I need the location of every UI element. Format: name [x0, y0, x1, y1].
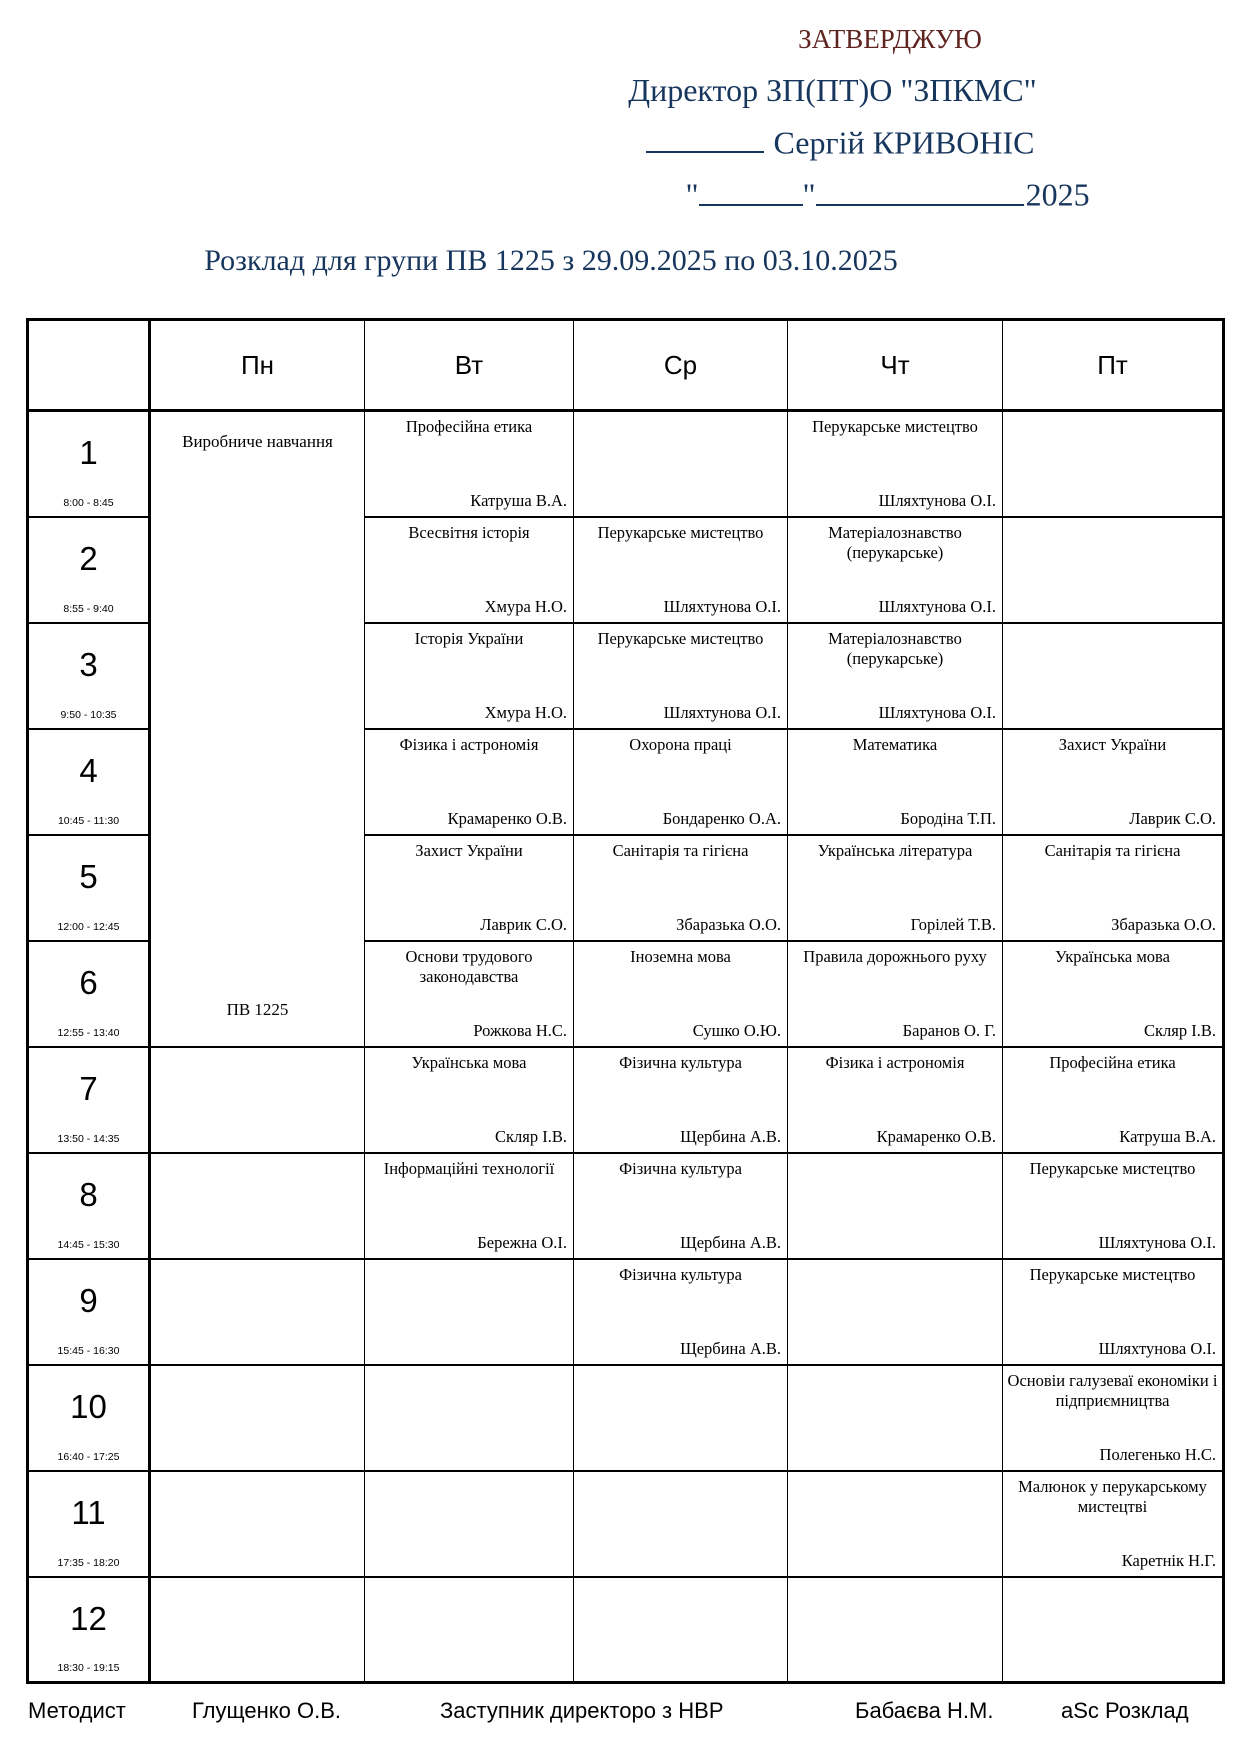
lesson-subject: Професійна етика [405, 417, 533, 436]
lesson-teacher: Горілей Т.В. [910, 914, 996, 934]
period-time: 13:50 - 14:35 [57, 1132, 120, 1145]
lesson-subject: Математика [852, 734, 938, 754]
lesson-subject: Історія України [414, 628, 524, 648]
lesson-cell [788, 411, 1003, 517]
lesson-subject: Матеріалознавство (перукарське) [828, 522, 962, 562]
period-time: 17:35 - 18:20 [57, 1556, 120, 1569]
header-row [28, 320, 1224, 411]
lesson-cell [788, 1577, 1003, 1683]
lesson-cell [150, 1577, 365, 1683]
period-cell [28, 517, 150, 623]
footer-deputy-name: Бабаєва Н.М. [855, 1698, 994, 1723]
lesson-cell [365, 411, 574, 517]
lesson-cell [788, 941, 1003, 1047]
lesson-cell [365, 517, 574, 623]
lesson-teacher: Полегенько Н.С. [1099, 1444, 1216, 1464]
lesson-teacher: Шляхтунова О.І. [878, 596, 996, 616]
lesson-cell [1003, 729, 1224, 835]
lesson-teacher: Лаврик С.О. [480, 914, 567, 934]
period-cell [28, 729, 150, 835]
period-cell [28, 1259, 150, 1365]
period-time: 12:55 - 13:40 [57, 1026, 120, 1039]
lesson-subject [1003, 412, 1222, 417]
lesson-subject [788, 1578, 1002, 1583]
lesson-subject: Українська мова [1055, 946, 1170, 966]
lesson-cell [574, 1153, 788, 1259]
period-number: 7 [79, 1069, 98, 1107]
lesson-subject: Перукарське мистецтво [1029, 1264, 1196, 1284]
footer-deputy-label: Заступник директоро з НВР [440, 1698, 724, 1723]
lesson-subject [574, 1472, 787, 1477]
lesson-cell [1003, 1153, 1224, 1259]
lesson-subject: Основи трудового законодавства [405, 946, 533, 986]
lesson-cell [788, 1047, 1003, 1153]
lesson-cell [574, 729, 788, 835]
period-time: 14:45 - 15:30 [57, 1238, 120, 1251]
lesson-teacher: Шляхтунова О.І. [663, 702, 781, 722]
lesson-teacher: Шляхтунова О.І. [1098, 1338, 1216, 1358]
lesson-subject: Перукарське мистецтво [597, 628, 764, 648]
lesson-subject [788, 1472, 1002, 1477]
lesson-subject [1003, 1578, 1222, 1583]
lesson-cell [1003, 1471, 1224, 1577]
monday-practice-cell [150, 411, 365, 1047]
lesson-teacher: Щербина А.В. [680, 1232, 781, 1252]
signature-underline [646, 121, 764, 153]
lesson-cell [365, 729, 574, 835]
lesson-subject: Виробниче навчання [182, 432, 333, 451]
lesson-teacher: Збаразька О.О. [676, 914, 781, 934]
period-cell [28, 1153, 150, 1259]
footer [0, 1698, 1241, 1728]
period-number: 9 [79, 1281, 98, 1319]
month-underline [816, 173, 1024, 205]
lesson-subject [365, 1472, 573, 1477]
lesson-teacher: Шляхтунова О.І. [878, 702, 996, 722]
period-time: 16:40 - 17:25 [57, 1450, 120, 1463]
period-cell [28, 1577, 150, 1683]
period-time: 9:50 - 10:35 [60, 708, 117, 721]
lesson-subject: Перукарське мистецтво [1029, 1158, 1196, 1178]
lesson-subject [574, 412, 787, 417]
lesson-cell [150, 1047, 365, 1153]
lesson-subject: Санітарія та гігієна [1044, 840, 1181, 860]
lesson-subject [788, 1366, 1002, 1371]
lesson-teacher: Лаврик С.О. [1129, 808, 1216, 828]
lesson-subject: Фізична культура [619, 1158, 742, 1178]
year-label: 2025 [1025, 176, 1090, 213]
lesson-cell [150, 1259, 365, 1365]
lesson-teacher: Скляр І.В. [495, 1126, 567, 1146]
lesson-subject [1003, 624, 1222, 629]
period-time: 18:30 - 19:15 [57, 1662, 120, 1674]
lesson-teacher: Скляр І.В. [1144, 1020, 1216, 1040]
lesson-cell [150, 1365, 365, 1471]
page-title: Розклад для групи ПВ 1225 з 29.09.2025 по 03.10.2025 [204, 244, 898, 277]
table-row [28, 1259, 1224, 1365]
lesson-teacher: Щербина А.В. [680, 1126, 781, 1146]
lesson-subject [365, 1366, 573, 1371]
lesson-subject: Захист України [415, 840, 523, 860]
lesson-subject: Всесвітня історія [408, 522, 530, 542]
lesson-teacher: Катруша В.А. [1119, 1126, 1216, 1146]
lesson-cell [574, 1577, 788, 1683]
period-number: 3 [79, 645, 98, 683]
period-number: 4 [79, 751, 98, 789]
lesson-cell [574, 1471, 788, 1577]
lesson-cell [574, 941, 788, 1047]
period-number: 6 [79, 963, 98, 1001]
period-cell [28, 1471, 150, 1577]
lesson-cell [365, 835, 574, 941]
lesson-subject [788, 1260, 1002, 1265]
lesson-cell [1003, 1365, 1224, 1471]
lesson-cell [1003, 623, 1224, 729]
lesson-subject: Інформаційні технології [383, 1158, 555, 1178]
lesson-cell [365, 1471, 574, 1577]
table-row [28, 1365, 1224, 1471]
lesson-teacher: Шляхтунова О.І. [1098, 1232, 1216, 1252]
lesson-cell [365, 941, 574, 1047]
date-line [635, 173, 1140, 213]
lesson-cell [1003, 835, 1224, 941]
lesson-subject [788, 1154, 1002, 1159]
lesson-cell [574, 835, 788, 941]
period-column-header [28, 320, 150, 411]
lesson-cell [365, 1153, 574, 1259]
lesson-subject: Фізична культура [619, 1264, 742, 1284]
lesson-subject: Матеріалознавство (перукарське) [828, 628, 962, 668]
lesson-cell [1003, 517, 1224, 623]
lesson-teacher: Крамаренко О.В. [447, 808, 567, 828]
lesson-cell [788, 1153, 1003, 1259]
lesson-cell [365, 1365, 574, 1471]
period-number: 5 [79, 857, 98, 895]
lesson-cell [788, 623, 1003, 729]
footer-methodist-name: Глущенко О.В. [192, 1698, 341, 1723]
lesson-subject: Перукарське мистецтво [597, 522, 764, 542]
lesson-subject: Захист України [1058, 734, 1167, 754]
lesson-cell [150, 1471, 365, 1577]
period-time: 10:45 - 11:30 [57, 814, 120, 827]
lesson-teacher: Хмура Н.О. [484, 702, 567, 722]
period-number: 10 [70, 1387, 107, 1425]
lesson-subject: Українська література [817, 840, 973, 860]
lesson-cell [574, 1047, 788, 1153]
lesson-teacher: Катруша В.А. [470, 490, 567, 510]
day-header-wed: Ср [574, 320, 788, 411]
table-row [28, 1471, 1224, 1577]
lesson-teacher: Збаразька О.О. [1111, 914, 1216, 934]
day-underline [699, 173, 803, 205]
lesson-cell [788, 1471, 1003, 1577]
lesson-teacher: Шляхтунова О.І. [663, 596, 781, 616]
period-number: 11 [71, 1493, 106, 1531]
period-cell [28, 1365, 150, 1471]
lesson-teacher: Бережна О.І. [477, 1232, 567, 1252]
period-cell [28, 411, 150, 517]
lesson-cell [788, 729, 1003, 835]
lesson-cell [788, 517, 1003, 623]
period-cell [28, 941, 150, 1047]
lesson-cell [1003, 1047, 1224, 1153]
approval-stamp: ЗАТВЕРДЖУЮ [798, 24, 982, 54]
lesson-cell [574, 1259, 788, 1365]
period-number: 2 [79, 539, 98, 577]
lesson-subject [1003, 518, 1222, 523]
approval-block [580, 24, 1140, 214]
lesson-cell [574, 623, 788, 729]
open-quote: " [685, 176, 699, 213]
lesson-teacher: Сушко О.Ю. [692, 1020, 781, 1040]
lesson-cell [365, 623, 574, 729]
director-signature-line [580, 121, 1100, 161]
footer-asc-brand: aSc Розклад [1061, 1698, 1189, 1723]
period-number: 12 [70, 1599, 107, 1637]
lesson-subject: Охорона праці [629, 734, 732, 754]
lesson-cell [788, 835, 1003, 941]
lesson-teacher: Хмура Н.О. [484, 596, 567, 616]
lesson-cell [1003, 411, 1224, 517]
lesson-teacher: Каретнік Н.Г. [1121, 1550, 1216, 1570]
lesson-subject: Малюнок у перукарському мистецтві [1018, 1476, 1207, 1516]
lesson-teacher: Бондаренко О.А. [662, 808, 781, 828]
lesson-cell [365, 1047, 574, 1153]
lesson-subject: Фізична культура [619, 1052, 742, 1072]
day-header-fri: Пт [1003, 320, 1224, 411]
lesson-room: ПВ 1225 [226, 999, 289, 1019]
lesson-teacher: Шляхтунова О.І. [878, 490, 996, 510]
footer-methodist-label: Методист [28, 1698, 126, 1723]
lesson-cell [365, 1577, 574, 1683]
lesson-cell [365, 1259, 574, 1365]
lesson-subject: Фізика і астрономія [399, 734, 539, 754]
timetable [26, 318, 1225, 1684]
period-number: 1 [79, 434, 98, 471]
lesson-subject: Фізика і астрономія [825, 1052, 965, 1072]
lesson-cell [1003, 1259, 1224, 1365]
lesson-subject [365, 1260, 573, 1265]
day-header-mon: Пн [150, 320, 365, 411]
lesson-subject: Професійна етика [1049, 1052, 1176, 1072]
lesson-subject: Іноземна мова [630, 946, 731, 966]
period-cell [28, 623, 150, 729]
day-header-thu: Чт [788, 320, 1003, 411]
lesson-subject: Санітарія та гігієна [612, 840, 749, 860]
lesson-cell [574, 411, 788, 517]
lesson-teacher: Щербина А.В. [680, 1338, 781, 1358]
day-header-tue: Вт [365, 320, 574, 411]
period-number: 8 [79, 1175, 98, 1213]
lesson-cell [1003, 941, 1224, 1047]
close-quote: " [802, 176, 816, 213]
period-time: 15:45 - 16:30 [57, 1344, 120, 1357]
lesson-subject: Українська мова [411, 1052, 527, 1072]
table-row [28, 1577, 1224, 1683]
table-row [28, 1153, 1224, 1259]
lesson-subject: Основіи галузеваї економіки і підприємництва [1007, 1370, 1218, 1410]
table-row [28, 411, 1224, 517]
lesson-subject [574, 1366, 787, 1371]
director-name: Сергій КРИВОНІС [773, 124, 1035, 161]
lesson-cell [150, 1153, 365, 1259]
period-time: 8:55 - 9:40 [63, 602, 114, 615]
lesson-cell [574, 1365, 788, 1471]
lesson-teacher: Крамаренко О.В. [876, 1126, 996, 1146]
lesson-subject: Правила дорожнього руху [803, 946, 987, 966]
lesson-subject [365, 1578, 573, 1583]
period-time: 12:00 - 12:45 [57, 920, 120, 933]
lesson-cell [788, 1259, 1003, 1365]
lesson-teacher: Рожкова Н.С. [473, 1020, 567, 1040]
director-title: Директор ЗП(ПТ)О "ЗПКМС" [628, 72, 1037, 108]
table-row [28, 1047, 1224, 1153]
lesson-subject [574, 1578, 787, 1583]
lesson-subject: Перукарське мистецтво [812, 417, 978, 436]
lesson-cell [574, 517, 788, 623]
lesson-teacher: Бородіна Т.П. [900, 808, 996, 828]
period-cell [28, 835, 150, 941]
period-time: 8:00 - 8:45 [63, 496, 114, 509]
lesson-teacher: Баранов О. Г. [902, 1020, 996, 1040]
lesson-cell [1003, 1577, 1224, 1683]
period-cell [28, 1047, 150, 1153]
lesson-cell [788, 1365, 1003, 1471]
